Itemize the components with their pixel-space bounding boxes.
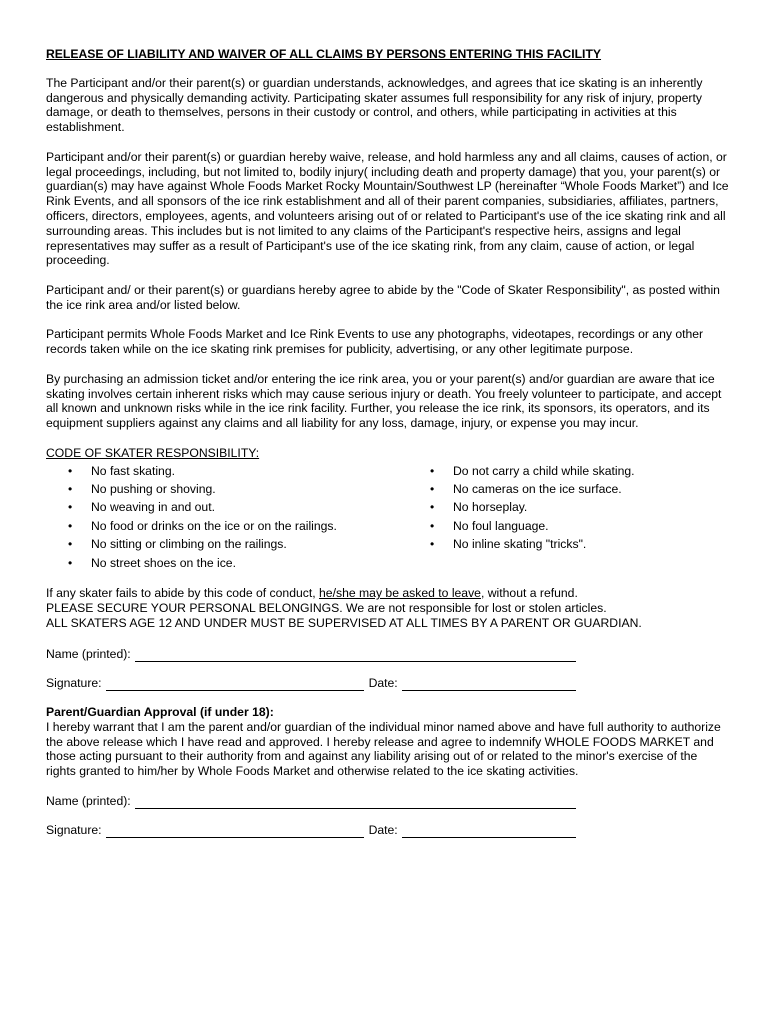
rule-text: No sitting or climbing on the railings. [91, 537, 287, 552]
rules-right-column [430, 462, 635, 572]
date-label: Date: [368, 676, 398, 691]
date-blank-line[interactable] [402, 680, 576, 691]
rule-item [430, 498, 635, 516]
conduct-notice-text: If any skater fails to abide by this code of conduct, [46, 585, 320, 600]
parent-approval-text: I hereby warrant that I am the parent and/or guardian of the individual minor named above and have full authority to authorize the above release which I have read and approved. I hereby release and agree to indemnify WHOLE FOODS MARKET and those acting pursuant to their authority from and against any liability arising out of or related to the minor's exercise of the rights granted to him/her by Whole Foods Market and otherwise related to the ice skating activities. [46, 719, 721, 779]
conduct-notice-underlined: he/she may be asked to leave [319, 585, 481, 600]
code-of-responsibility-heading: CODE OF SKATER RESPONSIBILITY: [46, 445, 260, 460]
date-label: Date: [368, 822, 398, 837]
paragraph-code-agreement: Participant and/ or their parent(s) or guardians hereby agree to abide by the "Code of Skater Responsibility", as posted within the ice rink area and/or listed below. [46, 282, 720, 312]
signature-blank-line[interactable] [106, 827, 364, 838]
name-blank-line[interactable] [135, 798, 576, 809]
paragraph-waiver-release: Participant and/or their parent(s) or guardian hereby waive, release, and hold harmless any and all claims, causes of action, or legal proceedings, including, but not limited to, bodily injury( including death and property damage) that you, your parent(s) or guardian(s) may have against Whole Foods Market Rocky Mountain/Southwest LP (hereinafter “Whole Foods Market”) and Ice Rink Events, and all sponsors of the ice rink establishment and all of their parent companies, subsidiaries, affiliates, partners, officers, directors, employees, agents, and volunteers arising out of or related to Participant's use of the ice skating rink and all surrounding areas. This includes but is not limited to any claims of the Participant's respective heirs, assigns and legal representatives may suffer as a result of Participant's use of the ice skating rink, from any claim, cause of action, or legal proceeding. [46, 149, 729, 268]
signature-label: Signature: [46, 822, 102, 837]
participant-name-field[interactable] [46, 647, 730, 662]
rule-item [430, 535, 635, 553]
rule-item [430, 462, 635, 480]
bullet-icon: • [430, 481, 435, 496]
paragraph-risk-acknowledgement: The Participant and/or their parent(s) or guardian understands, acknowledges, and agrees that ice skating is an inherently dangerous and physically demanding activity. Participating skater assumes full responsibility for any risk of injury, property damage, or death to themselves, persons in their custody or control, and others, while participating in activities at this establishment. [46, 75, 703, 135]
rule-text: No horseplay. [453, 500, 528, 515]
rule-text: No food or drinks on the ice or on the railings. [91, 518, 337, 533]
rule-item [68, 462, 430, 480]
rule-text: No inline skating "tricks". [453, 537, 587, 552]
rule-text: No fast skating. [91, 463, 175, 478]
rule-item [430, 517, 635, 535]
name-blank-line[interactable] [135, 651, 576, 662]
bullet-icon: • [430, 500, 435, 515]
rule-item [68, 517, 430, 535]
date-blank-line[interactable] [402, 827, 576, 838]
signature-label: Signature: [46, 676, 102, 691]
paragraph-media-permission: Participant permits Whole Foods Market and Ice Rink Events to use any photographs, videotapes, recordings or any other records taken while on the ice skating rink premises for publicity, advertising, or any other legitimate purpose. [46, 327, 704, 357]
rule-item [68, 480, 430, 498]
conduct-notice-text-end: , without a refund. [480, 585, 578, 600]
rule-text: No street shoes on the ice. [91, 555, 236, 570]
parent-approval-heading: Parent/Guardian Approval (if under 18): [46, 704, 274, 719]
rule-text: No weaving in and out. [91, 500, 215, 515]
belongings-notice: PLEASE SECURE YOUR PERSONAL BELONGINGS. We are not responsible for lost or stolen articles. [46, 600, 607, 615]
name-label: Name (printed): [46, 647, 131, 662]
bullet-icon: • [430, 463, 435, 478]
paragraph-admission-risks: By purchasing an admission ticket and/or entering the ice rink area, you or your parent(s) and/or guardian are aware that ice skating involves certain inherent risks which may cause serious injury or death. You freely volunteer to participate, and accept all known and unknown risks while in the ice rink facility. Further, you release the ice rink, its sponsors, its operators, and its equipment suppliers against any claims and all liability for any loss, damage, injury, or expense you may incur. [46, 371, 722, 431]
bullet-icon: • [430, 537, 435, 552]
supervision-notice: ALL SKATERS AGE 12 AND UNDER MUST BE SUPERVISED AT ALL TIMES BY A PARENT OR GUARDIAN. [46, 615, 642, 630]
document-title: RELEASE OF LIABILITY AND WAIVER OF ALL CLAIMS BY PERSONS ENTERING THIS FACILITY [46, 47, 602, 61]
conduct-notice [46, 586, 730, 601]
guardian-signature-row [46, 823, 730, 838]
bullet-icon: • [430, 518, 435, 533]
rule-text: No cameras on the ice surface. [453, 481, 622, 496]
rule-text: No foul language. [453, 518, 549, 533]
bullet-icon: • [68, 537, 73, 552]
signature-blank-line[interactable] [106, 680, 364, 691]
bullet-icon: • [68, 518, 73, 533]
rules-left-column [46, 462, 430, 572]
rule-item [68, 554, 430, 572]
participant-signature-row [46, 676, 730, 691]
bullet-icon: • [68, 500, 73, 515]
rule-text: No pushing or shoving. [91, 481, 216, 496]
bullet-icon: • [68, 481, 73, 496]
rule-item [430, 480, 635, 498]
rule-text: Do not carry a child while skating. [453, 463, 635, 478]
guardian-name-field[interactable] [46, 794, 730, 809]
rule-item [68, 498, 430, 516]
code-of-responsibility-list [46, 462, 730, 572]
bullet-icon: • [68, 555, 73, 570]
name-label: Name (printed): [46, 793, 131, 808]
rule-item [68, 535, 430, 553]
bullet-icon: • [68, 463, 73, 478]
